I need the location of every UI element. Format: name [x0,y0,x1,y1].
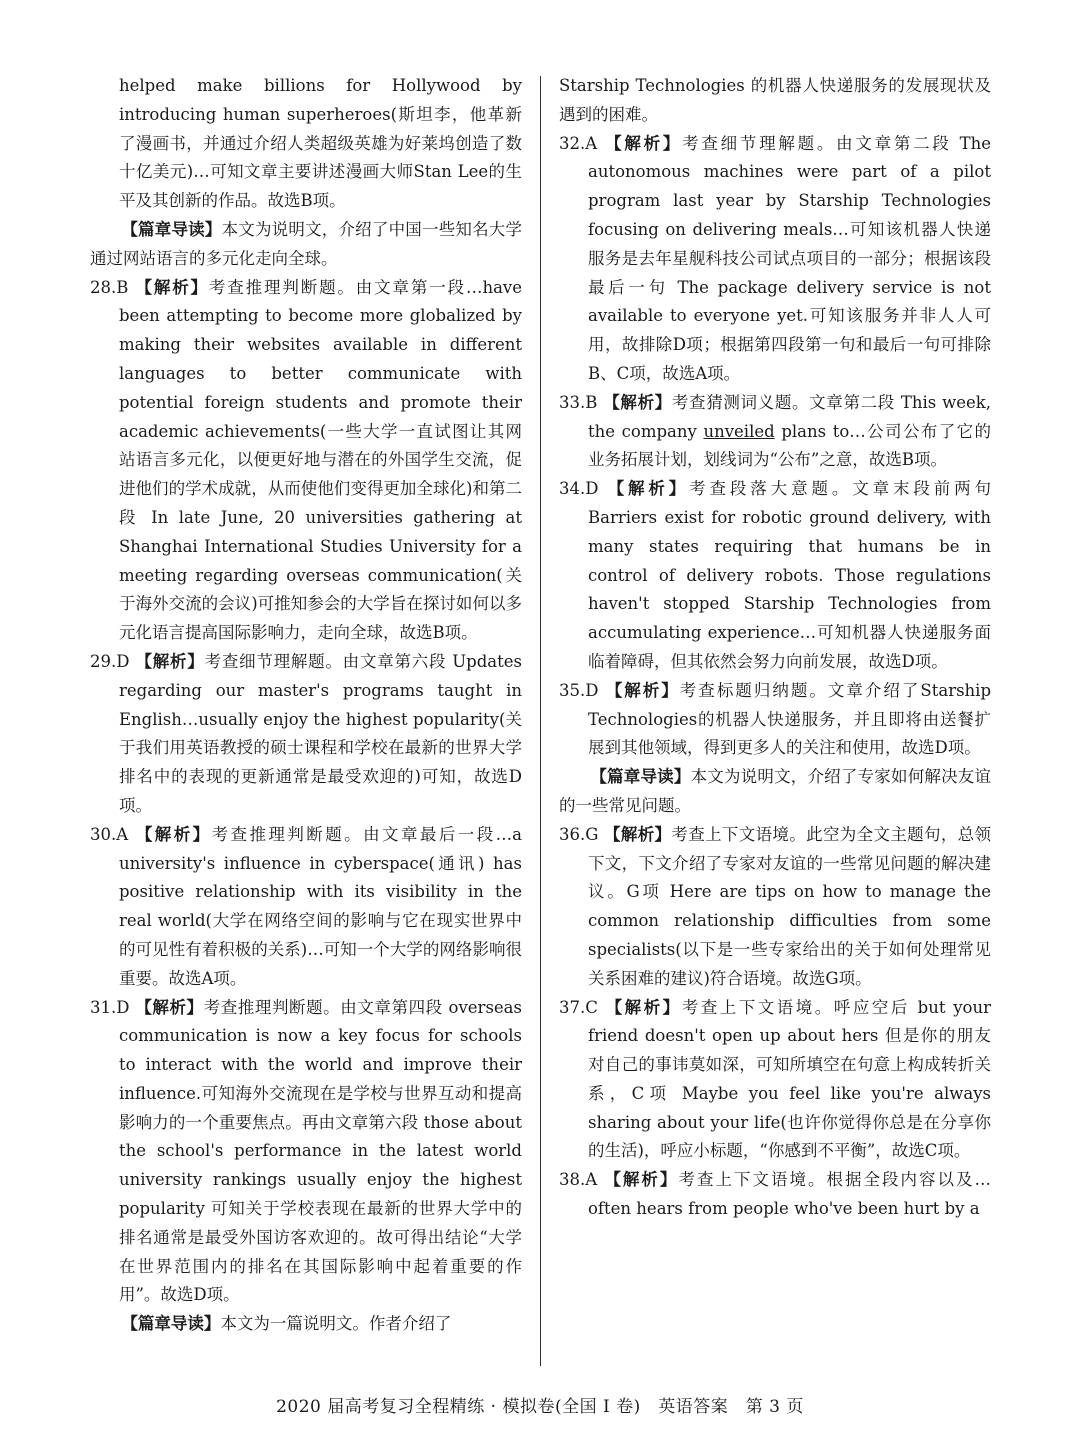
analysis-tag: 【解析】 [605,997,682,1017]
answer-34 [559,475,991,677]
answer-number: 31.D [90,997,130,1017]
answer-28 [90,274,522,648]
answer-33: 33.B 【解析】考查猜测词义题。文章第二段 This week, the company unveiled plans to…公司公布了它的业务拓展计划，划线词为“公布”之意，故选B项。 [559,392,992,470]
passage-intro-2: 【篇章导读】本文为一篇说明文。作者介绍了 [121,1314,452,1334]
answer-text: 考查段落大意题。文章末段前两句 Barriers exist for robotic ground delivery, with many states requiring that humans be in control of delivery robots. Those regulations haven't stopped Starship Technologies from accumulating experience…可知机器人快递服务面临着障碍，但其依然会努力向前发展，故选D项。 [588,479,992,671]
answer-text: 考查推理判断题。由文章第一段…have been attempting to become more globalized by making their websites available in different languages to better communicate with potential foreign students and promote their academic achievements(一些大学一直试图让其网站语言多元化，以便更好地与潜在的外国学生交流，促进他们的学术成就，从而使他们变得更加全球化)和第二段 In late June, 20 universities gathering at Shanghai International Studies University for a meeting regarding overseas communication(关于海外交流的会议)可推知参会的大学旨在探讨如何以多元化语言提高国际影响力，走向全球，故选B项。 [119,277,522,643]
answer-number: 32.A [559,133,598,153]
answer-text: 考查细节理解题。由文章第二段 The autonomous machines were part of a pilot program last year by Starship Technologies focusing on delivering meals…可知该机器人快递服务是去年星舰科技公司试点项目的一部分；根据该段最后一句 The package delivery service is not available to everyone yet.可知该服务并非人人可用，故排除D项；根据第四段第一句和最后一句可排除B、C项，故选A项。 [588,133,992,383]
analysis-tag: 【解析】 [135,997,204,1017]
passage-intro-2-continuation: Starship Technologies 的机器人快递服务的发展现状及遇到的困难。 [559,76,991,124]
answer-30 [90,821,522,994]
answer-35 [559,677,991,763]
answer-text: 考查上下文语境。呼应空后 but your friend doesn't open up about hers 但是你的朋友对自己的事讳莫如深，可知所填空在句意上构成转折关系，C项 Maybe you feel like you're always sharing about your life(也许你觉得你总是在分享你的生活)，呼应小标题，“你感到不平衡”，故选C项。 [588,997,991,1161]
answer-number: 38.A [559,1170,598,1190]
answer-number: 36.G [559,824,599,844]
left-column [90,72,522,1339]
answer-number: 34.D [559,479,599,499]
analysis-tag: 【解析】 [604,1170,679,1190]
page-footer: 2020 届高考复习全程精练 · 模拟卷(全国 Ⅰ 卷) 英语答案 第 3 页 [276,1397,804,1417]
intro-tag: 【篇章导读】 [590,767,691,787]
answer-text: 考查细节理解题。由文章第六段 Updates regarding our master's programs taught in English…usually enjoy the highest popularity(关于我们用英语教授的硕士课程和学校在最新的世界大学排名中的表现的更新通常是最受欢迎的)可知，故选D项。 [119,651,522,815]
answer-number: 37.C [559,997,598,1017]
answer-text: 考查推理判断题。由文章第四段 overseas communication is now a key focus for schools to interact with the world and improve their influence.可知海外交流现在是学校与世界互动和提高影响力的一个重要焦点。再由文章第六段 those about the school's performance in the latest world university rankings usually enjoy the highest popularity 可知关于学校表现在最新的世界大学中的排名通常是最受外国访客欢迎的。故可得出结论“大学在世界范围内的排名在其国际影响中起着重要的作用”。故选D项。 [119,997,522,1305]
analysis-tag: 【解析】 [603,392,672,412]
passage-intro-3: 【篇章导读】本文为说明文，介绍了专家如何解决友谊的一些常见问题。 [559,767,992,815]
analysis-tag: 【解析】 [607,479,690,499]
passage-intro-1: 【篇章导读】本文为说明文，介绍了中国一些知名大学通过网站语言的多元化走向全球。 [90,219,523,268]
intro-tag: 【篇章导读】 [121,1314,221,1334]
answer-number: 28.B [90,277,129,297]
analysis-tag: 【解析】 [605,680,680,700]
analysis-tag: 【解析】 [135,651,205,671]
analysis-tag: 【解析】 [604,824,672,844]
analysis-tag: 【解析】 [605,133,683,153]
answer-36 [559,821,991,994]
analysis-tag: 【解析】 [135,277,209,297]
intro-tag: 【篇章导读】 [121,219,222,239]
answer-number: 29.D [90,651,130,671]
underlined-word: unveiled [703,421,775,441]
answer-31 [90,994,522,1311]
answer-number: 30.A [90,824,129,844]
answer-number: 35.D [559,680,599,700]
answer-37 [559,994,991,1167]
answer-29 [90,648,522,821]
answer-text: 考查上下文语境。此空为全文主题句，总领下文，下文介绍了专家对友谊的一些常见问题的解决建议。G项 Here are tips on how to manage the common relationship difficulties from some specialists(以下是一些专家给出的关于如何处理常见关系困难的建议)符合语境。故选G项。 [588,824,992,988]
answer-38 [559,1166,991,1224]
answer-32 [559,130,991,389]
right-column [559,72,991,1224]
answer-27-continuation: helped make billions for Hollywood by introducing human superheroes(斯坦李，他革新了漫画书，并通过介绍人类超级英雄为好莱坞创造了数十亿美元)…可知文章主要讲述漫画大师Stan Lee的生平及其创新的作品。故选B项。 [119,76,522,211]
answer-text: 考查推理判断题。由文章最后一段…a university's influence in cyberspace(通讯) has positive relationship with its visibility in the real world(大学在网络空间的影响与它在现实世界中的可见性有着积极的关系)…可知一个大学的网络影响很重要。故选A项。 [119,824,522,988]
column-divider [540,76,541,1366]
analysis-tag: 【解析】 [135,824,212,844]
answer-number: 33.B [559,392,598,412]
answer-text: 考查标题归纳题。文章介绍了Starship Technologies的机器人快递服务，并且即将由送餐扩展到其他领域，得到更多人的关注和使用，故选D项。 [588,680,992,758]
answer-text: 考查上下文语境。根据全段内容以及…often hears from people who've been hurt by a [588,1170,992,1219]
